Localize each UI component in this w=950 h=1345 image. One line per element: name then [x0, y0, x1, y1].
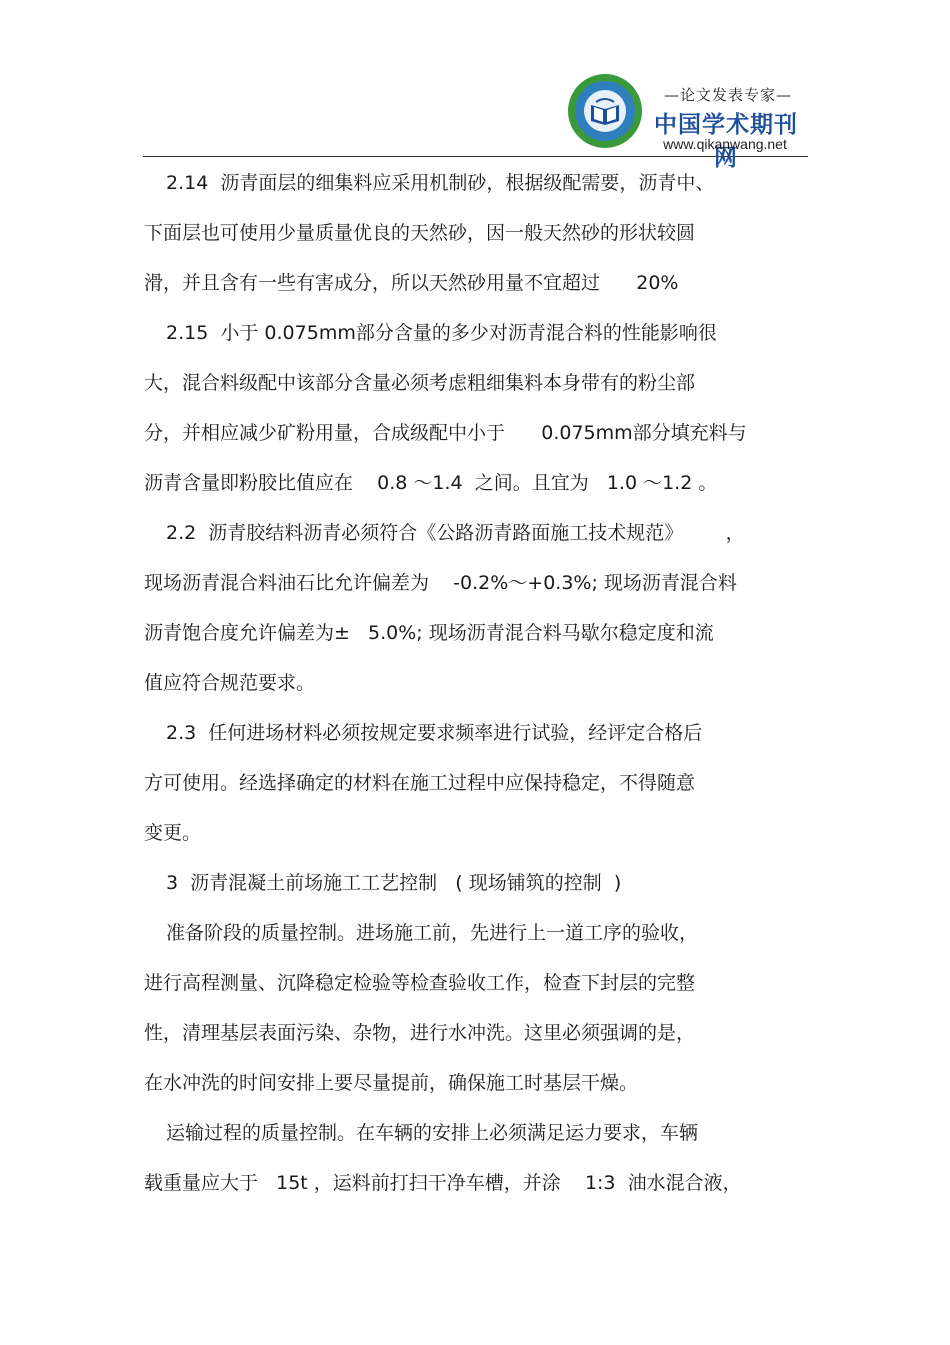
qikanwang-logo [566, 72, 808, 171]
text-line: 载重量应大于 15t ，运料前打扫干净车槽，并涂 1:3 油水混合液， [144, 1172, 742, 1194]
logo-url: www.qikanwang.net [663, 136, 787, 152]
text-line: 运输过程的质量控制。在车辆的安排上必须满足运力要求，车辆 [166, 1122, 699, 1144]
text-line: 沥青饱合度允许偏差为± 5.0%; 现场沥青混合料马歇尔稳定度和流 [144, 622, 714, 644]
text-line: 分，并相应减少矿粉用量，合成级配中小于 0.075mm部分填充料与 [144, 422, 747, 444]
text-line: 变更。 [144, 822, 202, 844]
page-header [143, 64, 808, 171]
text-line: 在水冲洗的时间安排上要尽量提前，确保施工时基层干燥。 [144, 1072, 639, 1094]
text-line: 2.2 沥青胶结料沥青必须符合《公路沥青路面施工技术规范》 ， [166, 522, 745, 544]
text-line: 性，清理基层表面污染、杂物，进行水冲洗。这里必须强调的是， [144, 1022, 696, 1044]
text-line: 2.15 小于 0.075mm部分含量的多少对沥青混合料的性能影响很 [166, 322, 717, 344]
text-line: 现场沥青混合料油石比允许偏差为 -0.2%～+0.3%; 现场沥青混合料 [144, 572, 737, 594]
text-line: 方可使用。经选择确定的材料在施工过程中应保持稳定，不得随意 [144, 772, 696, 794]
text-line: 3 沥青混凝土前场施工工艺控制 ( 现场铺筑的控制 ) [166, 872, 622, 894]
document-body [144, 164, 794, 1214]
logo-name: 中国学术期刊网 [654, 112, 798, 171]
text-line: 2.14 沥青面层的细集料应采用机制砂，根据级配需要，沥青中、 [166, 172, 715, 194]
text-line: 大，混合料级配中该部分含量必须考虑粗细集料本身带有的粉尘部 [144, 372, 696, 394]
text-line: 沥青含量即粉胶比值应在 0.8 ～1.4 之间。且宜为 1.0 ～1.2 。 [144, 472, 718, 494]
book-seal-icon [566, 72, 644, 150]
text-line: 准备阶段的质量控制。进场施工前，先进行上一道工序的验收， [166, 922, 699, 944]
logo-tagline: —论文发表专家— [663, 86, 792, 104]
text-line: 进行高程测量、沉降稳定检验等检查验收工作，检查下封层的完整 [144, 972, 696, 994]
text-line: 滑，并且含有一些有害成分，所以天然砂用量不宜超过 20% [144, 272, 679, 294]
text-line: 值应符合规范要求。 [144, 672, 316, 694]
text-line: 2.3 任何进场材料必须按规定要求频率进行试验，经评定合格后 [166, 722, 703, 744]
text-line: 下面层也可使用少量质量优良的天然砂，因一般天然砂的形状较圆 [144, 222, 696, 244]
